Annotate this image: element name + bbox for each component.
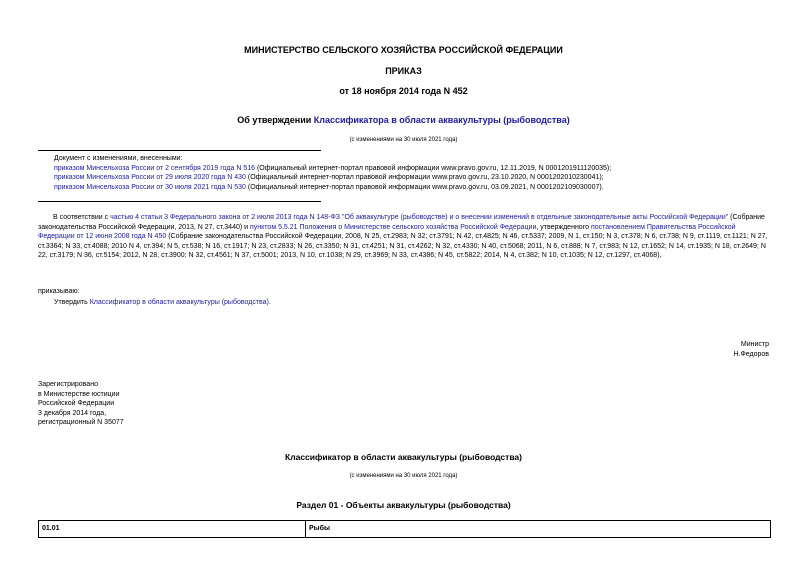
order-classifier-link[interactable]: Классификатор в области аквакультуры (рыбоводства) bbox=[89, 299, 269, 306]
registration-block bbox=[38, 380, 124, 428]
row-code: 01.01 bbox=[39, 521, 306, 538]
divider-top bbox=[38, 150, 321, 151]
registration-line: в Министерстве юстиции bbox=[38, 390, 120, 398]
order-paragraph bbox=[54, 298, 271, 308]
divider-bottom bbox=[38, 201, 321, 202]
registration-line: регистрационный N 35077 bbox=[38, 419, 124, 426]
change-text-1: (Официальный интернет-портал правовой информации www.pravo.gov.ru, 12.11.2019, N 0001201911120035); bbox=[255, 164, 612, 172]
federal-law-link[interactable]: частью 4 статьи 3 Федерального закона от 2 июля 2013 года N 148-ФЗ "Об аквакультуре (рыбоводстве) и о внесении изменений в отдельные законодательные акты Российской Федерации" bbox=[110, 214, 729, 221]
order-text: Утвердить bbox=[54, 299, 90, 306]
doc-type-heading: ПРИКАЗ bbox=[385, 66, 422, 76]
registration-line: Зарегистрировано bbox=[38, 381, 98, 388]
title-changes-note: (с изменениями на 30 июля 2021 года) bbox=[349, 137, 458, 143]
changes-item bbox=[54, 164, 611, 174]
government-decree-link[interactable]: постановлением Правительства Российской Федерации от 12 июня 2008 года N 450 bbox=[38, 223, 736, 240]
changes-intro: Документ с изменениями, внесенными: bbox=[54, 155, 183, 162]
order-word: приказываю: bbox=[38, 288, 80, 295]
title-classifier-link[interactable]: Классификатора в области аквакультуры (рыбоводства) bbox=[313, 115, 570, 125]
classifier-table bbox=[38, 520, 771, 538]
title-prefix: Об утверждении bbox=[237, 115, 314, 125]
classifier-changes-note: (с изменениями на 30 июля 2021 года) bbox=[349, 473, 458, 479]
preamble-paragraph bbox=[38, 213, 771, 261]
change-link-3[interactable]: приказом Минсельхоза России от 30 июля 2021 года N 530 bbox=[54, 183, 246, 191]
preamble-text: В соответствии с bbox=[53, 214, 111, 221]
signature-name: Н.Федоров bbox=[733, 350, 769, 358]
registration-line: Российской Федерации bbox=[38, 400, 115, 407]
changes-item bbox=[54, 183, 611, 193]
signature-position: Министр bbox=[740, 341, 769, 348]
row-name: Рыбы bbox=[306, 521, 771, 538]
order-text: . bbox=[268, 299, 271, 306]
classifier-title: Классификатор в области аквакультуры (рыбоводства) bbox=[285, 452, 522, 462]
date-number-heading: от 18 ноября 2014 года N 452 bbox=[339, 86, 468, 96]
ministry-heading: МИНИСТЕРСТВО СЕЛЬСКОГО ХОЗЯЙСТВА РОССИЙСКОЙ ФЕДЕРАЦИИ bbox=[244, 45, 563, 55]
changes-item bbox=[54, 173, 611, 183]
section-title: Раздел 01 - Объекты аквакультуры (рыбоводства) bbox=[296, 500, 511, 510]
changes-block bbox=[54, 154, 611, 192]
preamble-text: , утвержденного bbox=[536, 223, 591, 231]
preamble-text: (Собрание законодательства Российской Федерации, 2013, N 27, ст.3440) и bbox=[38, 214, 765, 231]
table-row bbox=[39, 521, 771, 538]
change-text-2: (Официальный интернет-портал правовой информации www.pravo.gov.ru, 23.10.2020, N 0001202010230041); bbox=[245, 174, 604, 181]
change-link-1[interactable]: приказом Минсельхоза России от 2 сентября 2019 года N 516 bbox=[54, 164, 256, 172]
preamble-text: (Собрание законодательства Российской Федерации, 2008, N 25, ст.2983; N 32; ст.3791; N 42, ст.4825; N 46, ст.5337; 2009, N 1, ст.150; N 3, ст.378; N 6, ст.738; N 9, ст.1119, ст.1121; N 27, ст.3364; N 33, ст.4088; 2010 N 4, ст.394; N 5, ст.538; N 16, ст.1917; N 23, ст.2833; N 26, ст.3350; N 31, ст.4251; N 31, ст.4262; N 32, ст.4330; N 40, ст.5068; 2011, N 6, ст.888; N 7, ст.983; N 12, ст.1652; N 14, ст.1935; N 18, ст.2649; N 22, ст.3179; N 36, ст.5154; 2012, N 28, ст.3900; N 32, ст.4561; N 37, ст.5001; 2013, N 10, ст.1038; N 29, ст.3969; N 33, ст.4386; N 45, ст.5822; 2014, N 4, ст.382; N 10, ст.1035; N 12, ст.1297, ст.4068), bbox=[38, 233, 768, 259]
change-text-3: (Официальный интернет-портал правовой информации www.pravo.gov.ru, 03.09.2021, N 0001202109030007). bbox=[245, 183, 604, 191]
change-link-2[interactable]: приказом Минсельхоза России от 29 июля 2020 года N 430 bbox=[54, 174, 246, 181]
regulation-link[interactable]: пунктом 5.5.21 Положения о Министерстве сельского хозяйства Российской Федерации bbox=[250, 223, 537, 231]
registration-line: 3 декабря 2014 года, bbox=[38, 409, 107, 417]
document-title bbox=[0, 116, 807, 126]
signature-block bbox=[733, 340, 769, 359]
